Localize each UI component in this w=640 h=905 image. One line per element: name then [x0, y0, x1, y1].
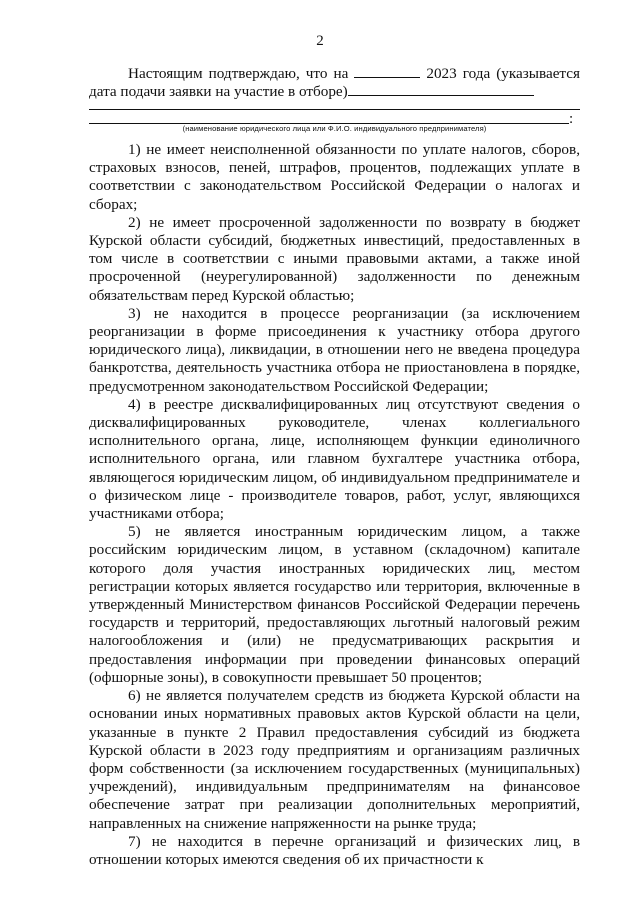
intro-paragraph [89, 65, 580, 101]
intro-text [89, 65, 580, 101]
list-item: 5) не является иностранным юридическим лицом, а также российским юридическим лицом, в уставном (складочном) капитале которого доля участия иностранных юридических лиц, местом регистрации которых является государство или территория, включенные в утвержденный Министерством финансов Российской Федерации перечень государств и территорий, предоставляющих льготный налоговый режим налогообложения и (или) не предусматривающих раскрытия и предоставления информации при проведении финансовых операций (офшорные зоны), в совокупности превышает 50 процентов; [89, 523, 580, 686]
intro-trailing-line [348, 83, 534, 96]
list-item: 3) не находится в процессе реорганизации (за исключением реорганизации в форме присоединения к участнику отбора другого юридического лица), ликвидации, в отношении него не введена процедура банкротства, деятельность участника отбора не приостановлена в порядке, предусмотренном законодательством Российской Федерации; [89, 304, 580, 395]
applicant-name-caption: (наименование юридического лица или Ф.И.О. индивидуального предпринимателя) [182, 124, 487, 133]
requirements-list [89, 141, 580, 869]
date-blank-line [354, 65, 420, 78]
list-item: 7) не находится в перечне организаций и физических лиц, в отношении которых имеются сведения об их причастности к [89, 832, 580, 868]
list-item: 2) не имеет просроченной задолженности по возврату в бюджет Курской области субсидий, бюджетных инвестиций, предоставленных в том числе в соответствии с иными правовыми актами, а также иной просроченной (неурегулированной) задолженности по денежным обязательствам перед Курской областью; [89, 213, 580, 304]
applicant-name-line [89, 108, 580, 110]
page-number: 2 [316, 33, 324, 49]
list-item: 1) не имеет неисполненной обязанности по уплате налогов, сборов, страховых взносов, пеней, штрафов, процентов, подлежащих уплате в соответствии с законодательством Российской Федерации о налогах и сборах; [89, 141, 580, 213]
list-item: 4) в реестре дисквалифицированных лиц отсутствуют сведения о дисквалифицированных руководителе, членах коллегиального исполнительного органа, лице, исполняющем функции единоличного исполнительного органа, или главном бухгалтере участника отбора, являющегося юридическим лицом, об индивидуальном предпринимателе и о физическом лице - производителе товаров, работ, услуг, являющихся участниками отбора; [89, 395, 580, 523]
intro-text-part2: 2023 года (указывается дата подачи заявки на участие в отборе) [89, 65, 580, 101]
list-item: 6) не является получателем средств из бюджета Курской области на основании иных нормативных правовых актов Курской области на цели, указанные в пункте 2 Правил предоставления субсидий из бюджета Курской области в 2023 году предприятиям и организациям различных форм собственности (за исключением государственных (муниципальных) учреждений), индивидуальным предпринимателям на финансовое обеспечение затрат при реализации дополнительных мероприятий, направленных на снижение напряженности на рынке труда; [89, 687, 580, 832]
intro-text-part1: Настоящим подтверждаю, что на [128, 65, 355, 82]
colon-mark: : [569, 111, 574, 127]
